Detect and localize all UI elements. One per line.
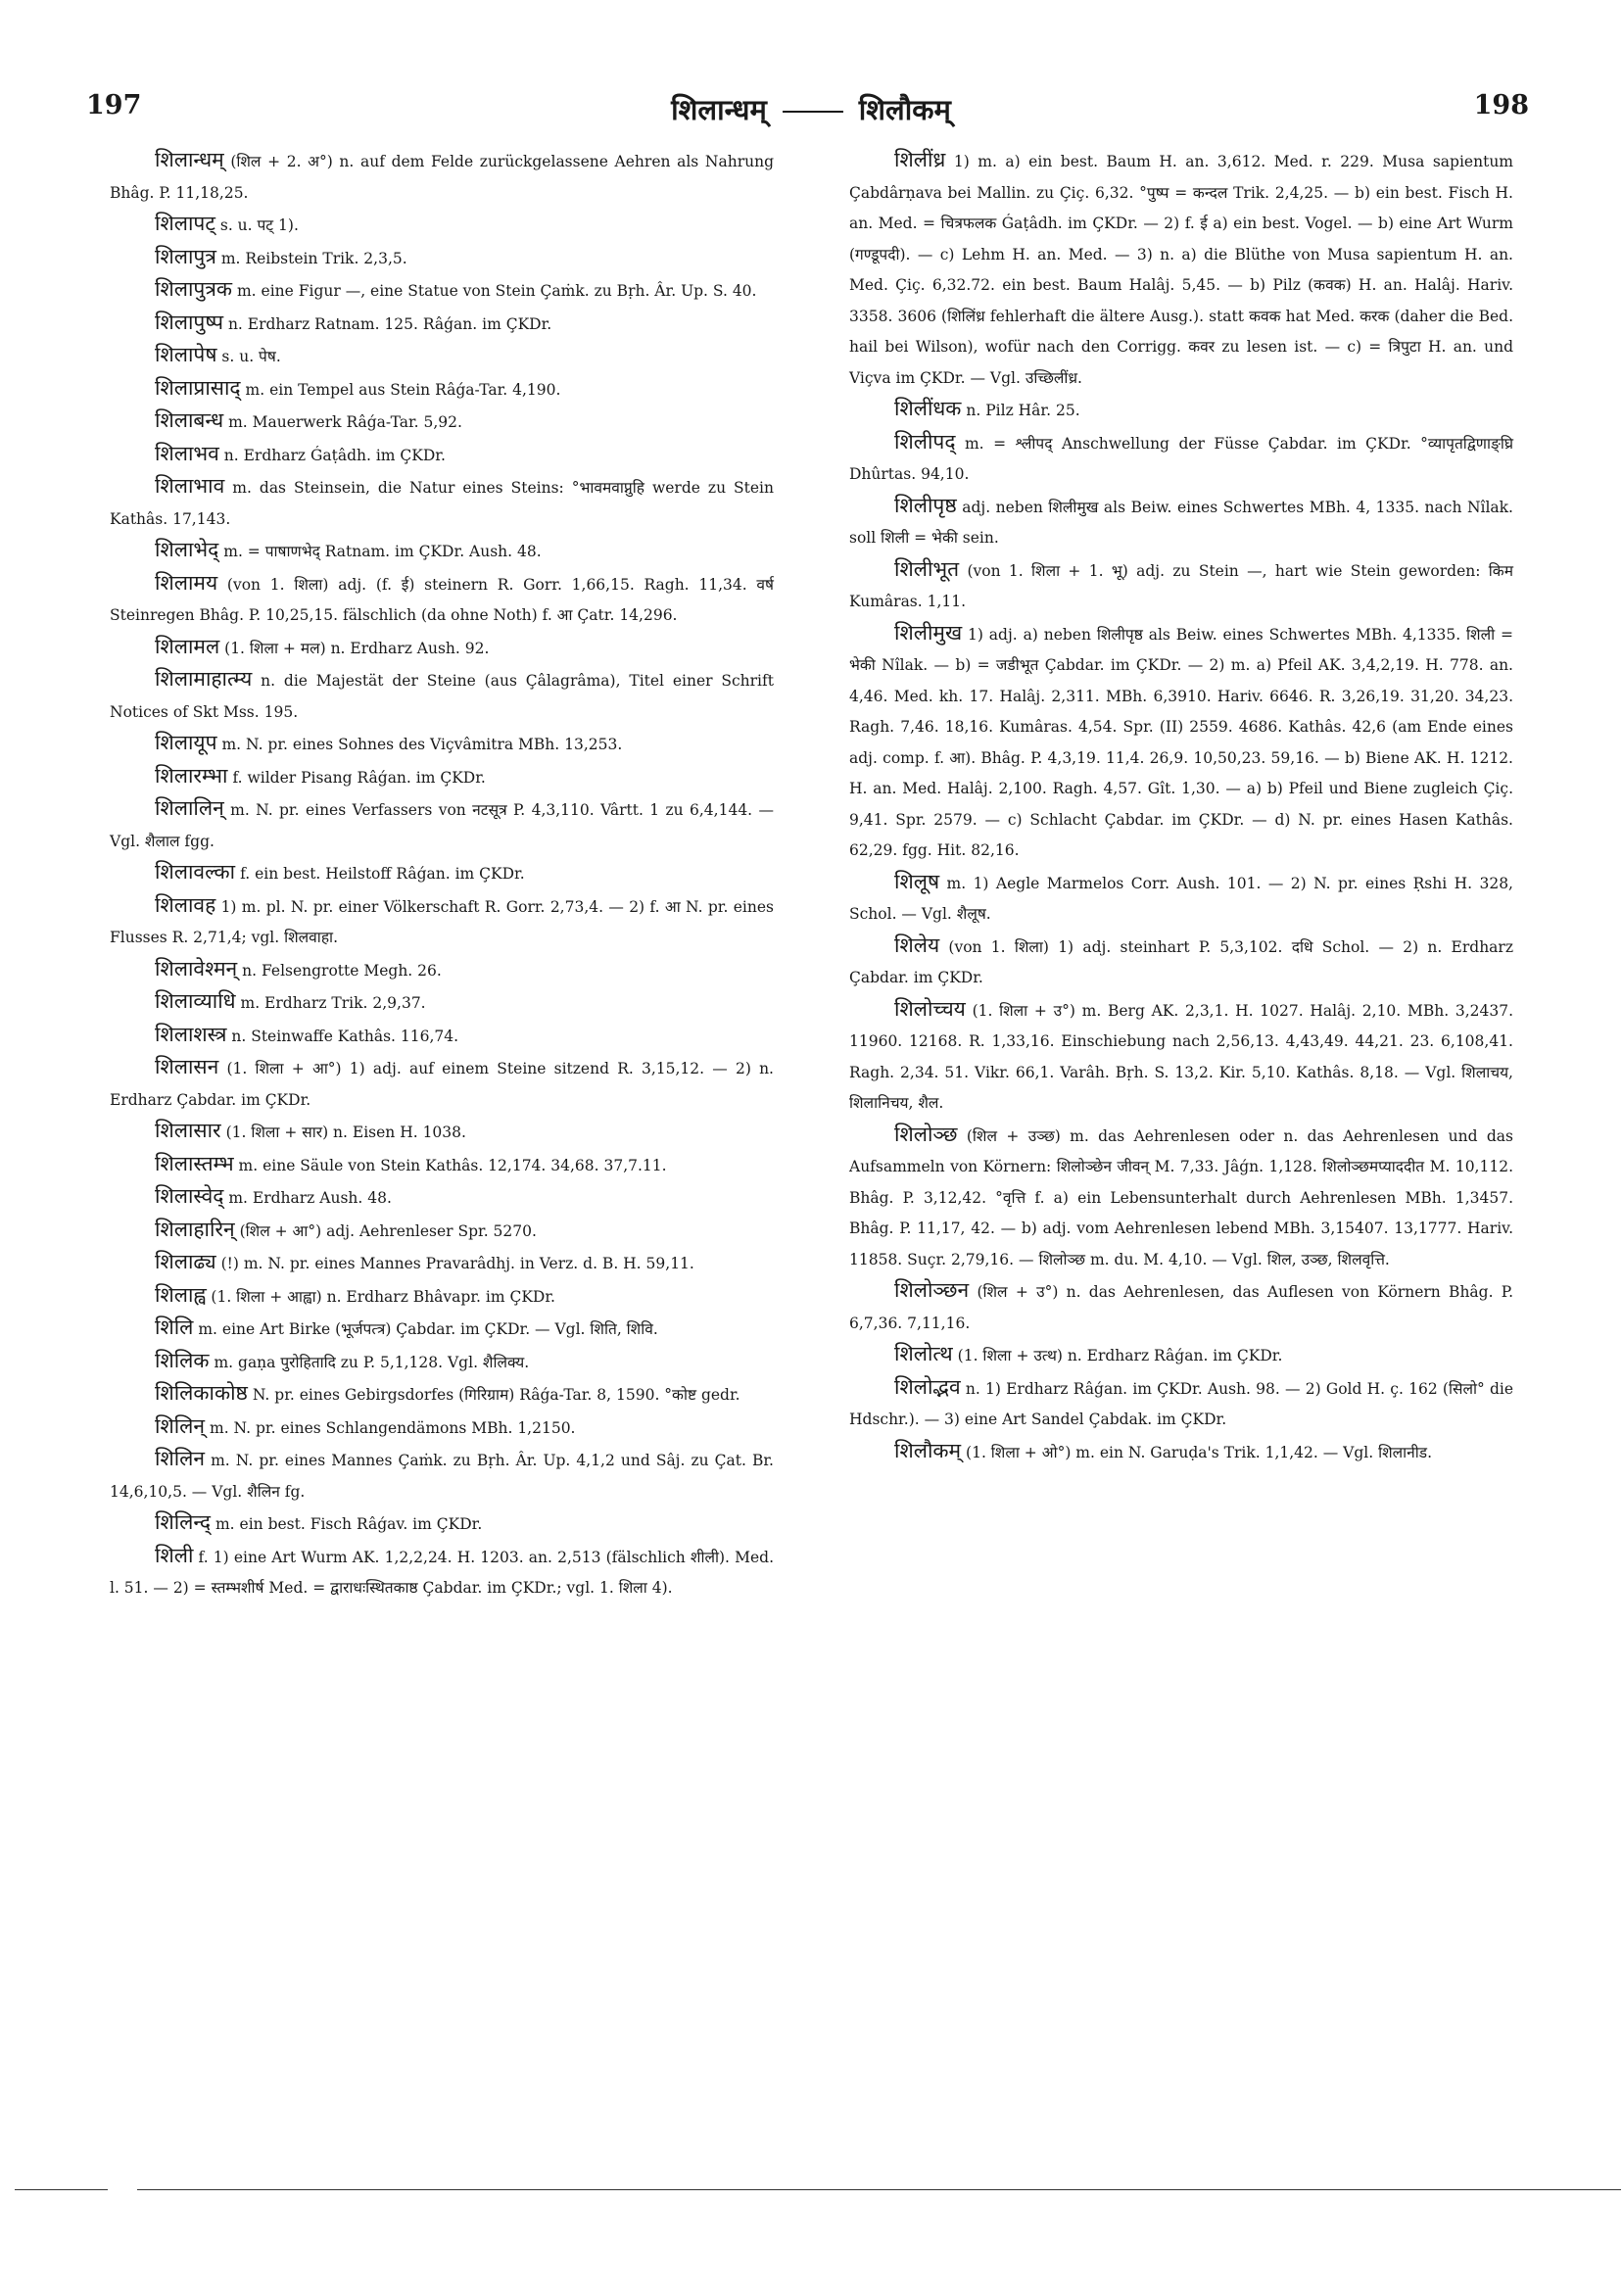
dictionary-entry [849, 491, 1513, 554]
entry-headword: शिलापुष्प [155, 310, 224, 334]
entry-headword: शिलासार [155, 1119, 221, 1142]
entry-definition: (शिल + 2. अ°) n. auf dem Felde zurückgelassene Aehren als Nahrung Bhâg. P. 11,18,25. [110, 153, 774, 202]
entry-headword: शिलौकम् [894, 1438, 962, 1462]
entry-headword: शिलीपद् [894, 429, 956, 454]
dictionary-entry [110, 1181, 774, 1215]
dictionary-entry [110, 439, 774, 472]
entry-headword: शिलि [155, 1315, 194, 1339]
dictionary-entry [110, 1116, 774, 1149]
entry-definition: (1. शिला + आह्वा) n. Erdharz Bhâvapr. im ÇKDr. [211, 1287, 555, 1306]
entry-definition: f. 1) eine Art Wurm AK. 1,2,2,24. H. 1203. an. 2,513 (fälschlich शीली). Med. l. 51. — 2) = स्तम्भशीर्ष Med. = द्वाराधःस्थितकाष्ठ Çabdar. im ÇKDr.; vgl. 1. शिला 4). [110, 1548, 774, 1597]
entry-definition: m. ein best. Fisch Râǵav. im ÇKDr. [215, 1515, 483, 1533]
dictionary-entry [110, 761, 774, 794]
entry-headword: शिलास्वेद् [155, 1184, 224, 1208]
entry-headword: शिलाढ्य [155, 1250, 216, 1273]
footer-rule-long [137, 2189, 1621, 2190]
dictionary-entry [110, 568, 774, 632]
dictionary-entry [110, 1020, 774, 1053]
entry-definition: (1. शिला + उत्थ) n. Erdharz Râǵan. im ÇKDr. [957, 1347, 1283, 1364]
dictionary-entry [110, 1280, 774, 1314]
dictionary-entry [110, 1507, 774, 1541]
entry-headword: शिलापुत्र [155, 244, 216, 268]
dictionary-entry [110, 145, 774, 209]
entry-headword: शिलिन् [155, 1413, 206, 1438]
dictionary-entry [110, 209, 774, 242]
entry-definition: m. = पाषाणभेद् Ratnam. im ÇKDr. Aush. 48. [223, 543, 542, 560]
page-number-left: 197 [86, 90, 142, 120]
page-number-right: 198 [1473, 90, 1529, 120]
entry-headword: शिलालिन् [155, 796, 224, 820]
dictionary-entry [849, 427, 1513, 491]
entry-headword: शिलूष [894, 869, 940, 893]
entry-definition: m. = श्लीपद् Anschwellung der Füsse Çabdar. im ÇKDr. °व्यापृतद्विणाङ्घ्रि Dhûrtas. 94,10. [849, 434, 1514, 483]
dictionary-entry [849, 994, 1513, 1120]
entry-definition: 1) m. a) ein best. Baum H. an. 3,612. Med. r. 229. Musa sapientum Çabdârṇava bei Mallin. zu Çiç. 6,32. °पुष्प = कन्दल Trik. 2,4,25. — b) ein best. Fisch H. an. Med. = चित्रफलक Ǵaṭâdh. im ÇKDr. — 2) f. ई a) ein best. Vogel. — b) eine Art Wurm (गण्डूपदी). — c) Lehm H. an. Med. — 3) n. a) die Blüthe von Musa sapientum H. an. Med. Çiç. 6,32.72. ein best. Baum Halâj. 5,45. — b) Pilz (कवक) H. an. Halâj. Hariv. 3358. 3606 (शिलिंध्र fehlerhaft die ältere Ausg.). statt कवक hat Med. करक (daher die Bed. hail bei Wilson), wofür nach den Corrigg. कवर zu lesen ist. — c) = त्रिपुटा H. an. und Viçva im ÇKDr. — Vgl. उच्छिलींध्र. [849, 153, 1513, 387]
entry-headword: शिलिन्द् [155, 1510, 212, 1534]
dictionary-entry [849, 867, 1513, 931]
dictionary-entry [110, 728, 774, 761]
entry-headword: शिलापुत्रक [155, 277, 233, 301]
dictionary-entry [110, 857, 774, 890]
entry-definition: m. gaṇa पुरोहितादि zu P. 5,1,128. Vgl. शैलिक्य. [214, 1353, 530, 1371]
entry-definition: f. wilder Pisang Râǵan. im ÇKDr. [232, 768, 486, 787]
entry-headword: शिलासन [155, 1055, 219, 1078]
entry-headword: शिलोद्भव [894, 1374, 961, 1399]
dictionary-entry [849, 1372, 1513, 1436]
dictionary-entry [110, 1541, 774, 1604]
dictionary-entry [849, 1275, 1513, 1339]
entry-definition: (1. शिला + उ°) m. Berg AK. 2,3,1. H. 1027. Halâj. 2,10. MBh. 3,2437. 11960. 12168. R. 1,33,16. Einschiebung nach 2,56,13. 4,43,49. 44,21. 23. 6,108,41. Ragh. 2,34. 51. Vikr. 66,1. Varâh. Bṛh. S. 13,2. Kir. 5,10. Kathâs. 8,18. — Vgl. शिलाचय, शिलानिचय, शैल. [849, 1001, 1513, 1112]
dictionary-entry [110, 1052, 774, 1116]
dictionary-entry [849, 394, 1513, 427]
entry-headword: शिलाशस्त्र [155, 1022, 227, 1046]
entry-definition: m. 1) Aegle Marmelos Corr. Aush. 101. — 2) N. pr. eines Ṛshi H. 328, Schol. — Vgl. शैलूष. [849, 874, 1513, 923]
entry-headword: शिलिकाकोष्ठ [155, 1381, 248, 1405]
entry-headword: शिलीमुख [894, 620, 963, 645]
dictionary-entry [110, 632, 774, 665]
entry-headword: शिली [155, 1543, 194, 1567]
dictionary-entry [110, 1313, 774, 1346]
footer-rule-short [15, 2189, 108, 2190]
dictionary-entry [110, 664, 774, 728]
entry-definition: m. N. pr. eines Sohnes des Viçvâmitra MBh. 13,253. [221, 736, 623, 753]
entry-definition: m. ein Tempel aus Stein Râǵa-Tar. 4,190. [245, 380, 561, 399]
entry-definition: (1. शिला + आ°) 1) adj. auf einem Steine sitzend R. 3,15,12. — 2) n. Erdharz Çabdar. im ÇKDr. [110, 1060, 774, 1109]
entry-definition: m. N. pr. eines Schlangendämons MBh. 1,2150. [210, 1418, 576, 1437]
entry-definition: m. eine Säule von Stein Kathâs. 12,174. 34,68. 37,7.11. [238, 1156, 667, 1174]
dictionary-entry [110, 535, 774, 568]
entry-definition: (1. शिला + सार) n. Eisen H. 1038. [225, 1124, 466, 1141]
entry-headword: शिलाभव [155, 441, 219, 465]
entry-definition: m. eine Art Birke (भूर्जपत्त्र) Çabdar. im ÇKDr. — Vgl. शिति, शिवि. [198, 1320, 658, 1338]
entry-headword: शिलीभूत [894, 556, 960, 581]
dictionary-entry [110, 793, 774, 857]
dictionary-entry [110, 373, 774, 407]
entry-definition: m. Erdharz Trik. 2,9,37. [240, 994, 426, 1012]
dictionary-entry [110, 1149, 774, 1182]
entry-headword: शिलामय [155, 570, 218, 595]
entry-definition: 1) adj. a) neben शिलीपृष्ठ als Beiw. eines Schwertes MBh. 4,1335. शिली = भेकी Nîlak. — b) = जडीभूत Çabdar. im ÇKDr. — 2) m. a) Pfeil AK. 3,4,2,19. H. 778. an. 4,46. Med. kh. 17. Halâj. 2,311. MBh. 6,3910. Hariv. 6646. R. 3,26,19. 31,20. 34,23. Ragh. 7,46. 18,16. Kumâras. 4,54. Spr. (II) 2559. 4686. Kathâs. 42,6 (am Ende eines adj. comp. f. आ). Bhâg. P. 4,3,19. 11,4. 26,9. 10,50,23. 59,16. — b) Biene AK. H. 1212. H. an. Med. Halâj. 2,100. Ragh. 4,57. Gît. 1,30. — a) b) Pfeil und Biene zugleich Çiç. 9,41. Spr. 2579. — c) Schlacht Çabdar. im ÇKDr. — d) N. pr. eines Hasen Kathâs. 62,29. fgg. Hit. 82,16. [849, 625, 1513, 859]
entry-definition: n. die Majestät der Steine (aus Çâlagrâma), Titel einer Schrift Notices of Skt Mss. 195. [110, 672, 774, 721]
entry-definition: f. ein best. Heilstoff Râǵan. im ÇKDr. [240, 865, 525, 883]
entry-headword: शिलायूप [155, 731, 217, 754]
entry-headword: शिलिक [155, 1348, 210, 1372]
entry-headword: शिलामल [155, 634, 220, 658]
head-last-word: शिलौकम् [858, 93, 951, 126]
entry-definition: (1. शिला + ओ°) m. ein N. Garuḍa's Trik. 1,1,42. — Vgl. शिलानीड. [966, 1443, 1433, 1461]
dictionary-entry [849, 931, 1513, 994]
entry-definition: n. Steinwaffe Kathâs. 116,74. [231, 1027, 459, 1045]
entry-headword: शिलाव्याधि [155, 989, 236, 1013]
entry-headword: शिलाभेद् [155, 538, 219, 561]
entry-definition: n. Erdharz Ǵaṭâdh. im ÇKDr. [223, 446, 446, 464]
entry-headword: शिलामाहात्म्य [155, 667, 253, 691]
dictionary-entry [110, 1411, 774, 1445]
entry-headword: शिलोञ्छ [894, 1122, 958, 1146]
entry-definition: n. Erdharz Ratnam. 125. Râǵan. im ÇKDr. [227, 314, 552, 333]
entry-headword: शिलोञ्छन [894, 1278, 970, 1302]
entry-definition: (von 1. शिला + 1. भू) adj. zu Stein —, hart wie Stein geworden: किम Kumâras. 1,11. [849, 561, 1513, 610]
entry-definition: n. Pilz Hâr. 25. [966, 402, 1080, 419]
entry-headword: शिलाप्रासाद् [155, 375, 241, 400]
dictionary-entry [110, 1215, 774, 1248]
entry-definition: m. Erdharz Aush. 48. [228, 1189, 392, 1207]
entry-headword: शिलान्धम् [155, 148, 224, 171]
dictionary-entry [110, 471, 774, 535]
head-dash [783, 111, 843, 113]
entry-headword: शिलारम्भा [155, 763, 228, 788]
entry-definition: m. Reibstein Trik. 2,3,5. [220, 249, 407, 267]
dictionary-entry [849, 554, 1513, 618]
dictionary-entry [110, 1378, 774, 1411]
dictionary-entry [849, 1436, 1513, 1469]
dictionary-entry [110, 308, 774, 341]
dictionary-entry [110, 1247, 774, 1280]
dictionary-entry [110, 406, 774, 439]
head-first-word: शिलान्धम् [671, 93, 767, 126]
dictionary-entry [110, 1444, 774, 1507]
entry-headword: शिलोच्चय [894, 996, 966, 1021]
entry-definition: m. das Steinsein, die Natur eines Steins: °भावमवाप्नुहि werde zu Stein Kathâs. 17,143. [110, 479, 774, 528]
dictionary-entry [110, 890, 774, 954]
entry-definition: N. pr. eines Gebirgsdorfes (गिरिग्राम) Râǵa-Tar. 8, 1590. °कोष्ट gedr. [252, 1386, 740, 1404]
entry-headword: शिलापट् [155, 212, 215, 235]
entry-headword: शिलीपृष्ठ [894, 493, 957, 517]
entry-definition: (1. शिला + मल) n. Erdharz Aush. 92. [224, 639, 490, 657]
entry-headword: शिलास्तम्भ [155, 1151, 234, 1175]
entry-definition: m. N. pr. eines Verfassers von नटसूत्र P. 4,3,110. Vârtt. 1 zu 6,4,144. — Vgl. शैलाल fgg. [110, 801, 774, 850]
entry-headword: शिलाह्व [155, 1282, 207, 1307]
dictionary-entry [849, 145, 1513, 394]
entry-definition: (von 1. शिला) adj. (f. ई) steinern R. Gorr. 1,66,15. Ragh. 11,34. वर्ष Steinregen Bhâg. P. 10,25,15. fälschlich (da ohne Noth) f. आ Çatr. 14,296. [110, 575, 774, 624]
entry-headword: शिलेय [894, 933, 940, 957]
entry-definition: s. u. पट् 1). [219, 216, 299, 234]
entry-headword: शिलाभाव [155, 474, 225, 498]
dictionary-entry [110, 340, 774, 373]
entry-definition: m. N. pr. eines Mannes Çaṁk. zu Bṛh. Âr. Up. 4,1,2 und Sâj. zu Çat. Br. 14,6,10,5. — Vgl. शैलिन fg. [110, 1452, 774, 1501]
dictionary-entry [110, 986, 774, 1020]
dictionary-entry [849, 1339, 1513, 1372]
dictionary-entry [849, 1120, 1513, 1276]
entry-headword: शिलावह [155, 892, 216, 917]
entry-definition: 1) m. pl. N. pr. einer Völkerschaft R. Gorr. 2,73,4. — 2) f. आ N. pr. eines Flusses R. 2,71,4; vgl. शिलवाहा. [110, 897, 774, 946]
dictionary-entry [110, 274, 774, 308]
entry-definition: m. eine Figur —, eine Statue von Stein Çaṁk. zu Bṛh. Âr. Up. S. 40. [236, 282, 757, 300]
dictionary-entry [849, 618, 1513, 867]
entry-definition: (शिल + उ°) n. das Aehrenlesen, das Auflesen von Körnern Bhâg. P. 6,7,36. 7,11,16. [849, 1283, 1514, 1332]
dictionary-entry [110, 954, 774, 987]
entry-headword: शिलाबन्ध [155, 408, 224, 432]
entry-definition: (!) m. N. pr. eines Mannes Pravarâdhj. in Verz. d. B. H. 59,11. [220, 1255, 694, 1272]
entry-headword: शिलावल्का [155, 860, 236, 884]
entry-definition: n. Felsengrotte Megh. 26. [242, 961, 442, 980]
entry-definition: (शिल + आ°) adj. Aehrenleser Spr. 5270. [239, 1221, 537, 1240]
entry-definition: n. 1) Erdharz Râǵan. im ÇKDr. Aush. 98. — 2) Gold H. ç. 162 (सिलो° die Hdschr.). — 3) eine Art Sandel Çabdak. im ÇKDr. [849, 1379, 1513, 1428]
entry-headword: शिलींध्र [894, 148, 946, 171]
entry-headword: शिलींधक [894, 397, 962, 420]
entry-definition: (शिल + उञ्छ) m. das Aehrenlesen oder n. das Aehrenlesen und das Aufsammeln von Körnern: शिलोञ्छेन जीवन् M. 7,33. Jâǵn. 1,128. शिलोञ्छमप्याददीत M. 10,112. Bhâg. P. 3,12,42. °वृत्ति f. a) ein Lebensunterhalt durch Aehrenlesen MBh. 1,3457. Bhâg. P. 11,17, 42. — b) adj. vom Aehrenlesen lebend MBh. 3,15407. 13,1777. Hariv. 11858. Suçr. 2,79,16. — शिलोञ्छ m. du. M. 4,10. — Vgl. शिल, उञ्छ, शिलवृत्ति. [849, 1126, 1513, 1268]
entry-headword: शिलिन [155, 1447, 206, 1470]
entry-definition: s. u. पेष. [221, 348, 281, 365]
dictionary-entry [110, 242, 774, 275]
entry-headword: शिलाहारिन् [155, 1217, 235, 1241]
entry-headword: शिलापेष [155, 343, 217, 366]
entry-definition: (von 1. शिला) 1) adj. steinhart P. 5,3,102. दधि Schol. — 2) n. Erdharz Çabdar. im ÇKDr. [849, 937, 1514, 986]
left-column [110, 145, 774, 1604]
entry-definition: m. Mauerwerk Râǵa-Tar. 5,92. [228, 413, 462, 431]
entry-headword: शिलोत्थ [894, 1342, 953, 1365]
dictionary-entry [110, 1346, 774, 1379]
running-head [0, 90, 1622, 128]
entry-definition: adj. neben शिलीमुख als Beiw. eines Schwertes MBh. 4, 1335. nach Nîlak. soll शिली = भेकी sein. [849, 498, 1513, 547]
right-column [849, 145, 1513, 1468]
entry-headword: शिलावेश्मन् [155, 956, 238, 981]
